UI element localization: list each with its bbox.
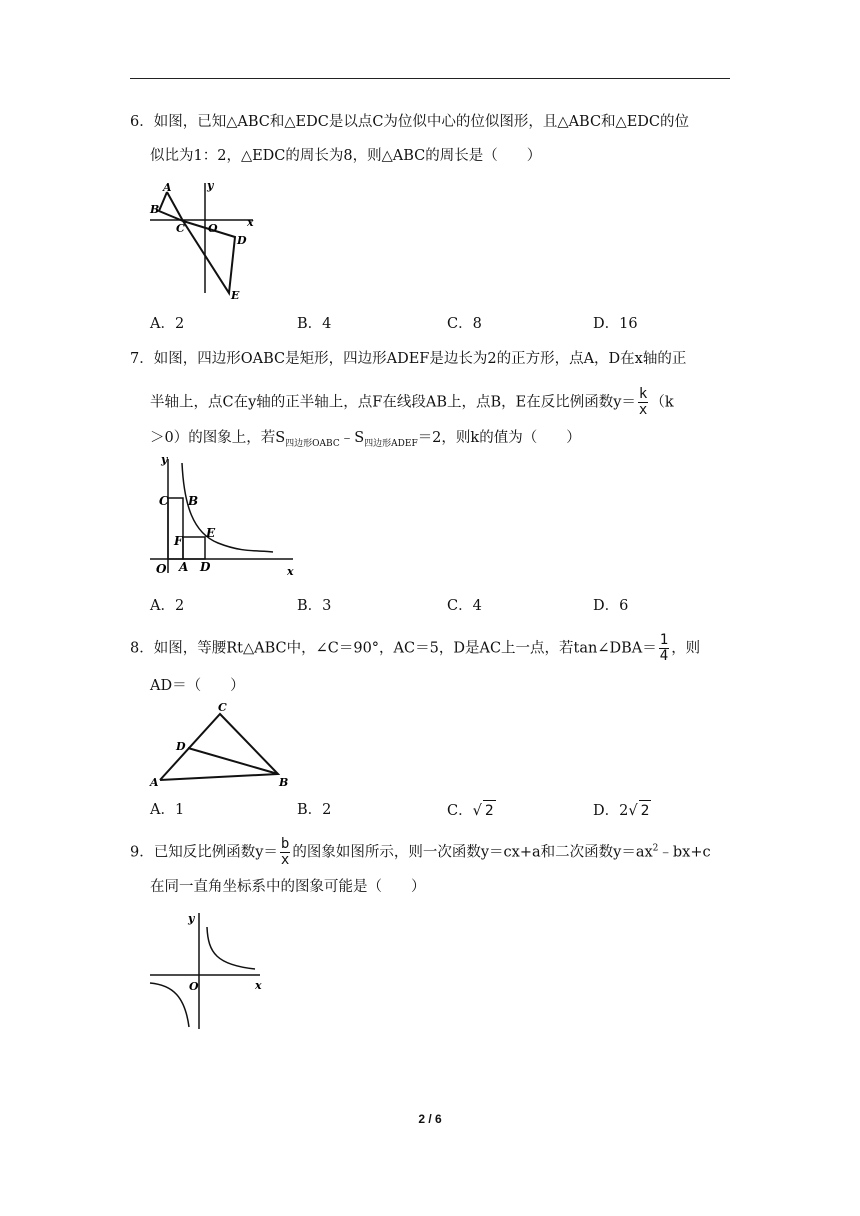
q6-label-c: C [176, 222, 185, 235]
q7-label-e: E [206, 526, 216, 540]
q6-option-d: D．16 [593, 316, 638, 332]
q7-label-f: F [174, 534, 183, 548]
q9-label-y: y [188, 912, 195, 925]
q7-option-c: C．4 [447, 598, 482, 614]
q7-sub-2: 四边形ADEF [364, 438, 418, 449]
q9-hyperbola-branch-2 [150, 983, 189, 1027]
q7-line-3-c: ＝2，则k的值为（ ） [417, 430, 581, 446]
q7-line-3-b: ﹣S [339, 430, 365, 446]
q7-label-x: x [287, 565, 294, 578]
q8-label-c: C [218, 701, 227, 714]
q6-label-x: x [247, 216, 254, 229]
q7-fraction-num: k [638, 386, 648, 402]
page-number: 2 / 6 [418, 1112, 442, 1126]
q6-label-a: A [163, 181, 172, 194]
q7-sub-1: 四边形OABC [285, 438, 340, 449]
q6-label-d: D [237, 234, 247, 247]
sqrt-icon: √ [628, 803, 638, 819]
q7-label-o: O [156, 562, 167, 576]
q7-line-2-text: 半轴上，点C在y轴的正半轴上，点F在线段AB上，点B，E在反比例函数y＝ [150, 394, 636, 411]
q6-line-1: 6．如图，已知△ABC和△EDC是以点C为位似中心的位似图形，且△ABC和△EDC的位 [130, 114, 690, 130]
q8-line-1-text: 8．如图，等腰Rt△ABC中，∠C＝90°，AC＝5，D是AC上一点，若tan∠DBA＝ [130, 640, 657, 657]
q9-hyperbola-branch-1 [207, 927, 255, 969]
q9-label-o: O [189, 980, 199, 993]
q7-option-a: A．2 [150, 598, 185, 614]
q9-line-1-text: 9．已知反比例函数y＝ [130, 844, 278, 861]
q7-label-a: A [179, 560, 189, 574]
q8-option-d-radicand: 2 [639, 800, 652, 821]
q7-line-3 [150, 428, 581, 454]
q8-option-c-label: C． [447, 803, 473, 819]
q9-line-1 [130, 837, 711, 868]
q7-label-b: B [188, 494, 199, 508]
q8-label-a: A [150, 776, 159, 789]
q6-option-b: B．4 [297, 316, 332, 332]
q7-rect-oabc [168, 498, 183, 559]
q6-option-c: C．8 [447, 316, 482, 332]
q9-line-1-mid: 的图象如图所示，则一次函数y＝cx+a和二次函数y＝ax [292, 844, 653, 861]
q9-fraction-num: b [280, 836, 290, 852]
q9-superscript: 2 [652, 843, 659, 854]
q7-option-d: D．6 [593, 598, 629, 614]
q6-option-a: A．2 [150, 316, 185, 332]
q7-line-3-a: ＞0）的图象上，若S [150, 430, 286, 446]
q8-fraction-den: 4 [659, 648, 669, 664]
q7-fraction-den: x [638, 402, 648, 418]
header-rule [130, 78, 730, 79]
q8-option-a: A．1 [150, 802, 185, 818]
q7-option-b: B．3 [297, 598, 332, 614]
q6-triangle-abc [159, 192, 183, 221]
q7-figure [148, 455, 303, 580]
q9-line-2: 在同一直角坐标系中的图象可能是（ ） [150, 879, 426, 895]
q8-option-b: B．2 [297, 802, 332, 818]
q6-label-e: E [231, 289, 240, 302]
q8-fraction [659, 633, 669, 664]
q9-line-1-tail: ﹣bx+c [658, 844, 711, 861]
q9-fraction [280, 837, 290, 868]
q8-option-d [593, 800, 651, 821]
q8-option-c-radicand: 2 [483, 800, 496, 821]
q6-line-2: 似比为1：2，△EDC的周长为8，则△ABC的周长是（ ） [150, 148, 542, 164]
q6-label-y: y [207, 179, 214, 192]
q7-line-2-tail: （k [650, 394, 674, 411]
q8-line-2: AD＝（ ） [150, 678, 245, 694]
q9-figure [145, 905, 270, 1035]
q7-label-c: C [159, 494, 169, 508]
q6-figure [145, 175, 265, 305]
q8-line-1-tail: ，则 [671, 640, 701, 657]
q8-label-b: B [279, 776, 289, 789]
q9-label-x: x [255, 979, 262, 992]
q6-label-o: O [208, 222, 218, 235]
q9-fraction-den: x [280, 852, 290, 868]
q7-fraction [638, 387, 648, 418]
q7-label-d: D [200, 560, 211, 574]
sqrt-icon: √ [472, 803, 482, 819]
q7-line-1: 7．如图，四边形OABC是矩形，四边形ADEF是边长为2的正方形，点A，D在x轴的正 [130, 351, 687, 367]
q8-figure [148, 700, 296, 790]
q7-line-2 [150, 387, 674, 418]
q8-line-1 [130, 633, 700, 664]
q6-label-b: B [150, 203, 160, 216]
q8-fraction-num: 1 [659, 632, 669, 648]
q8-label-d: D [176, 740, 186, 753]
q7-label-y: y [161, 455, 168, 466]
q8-option-c [447, 800, 496, 821]
q7-square-adef [183, 537, 205, 559]
q8-option-d-label: D．2 [593, 803, 629, 819]
